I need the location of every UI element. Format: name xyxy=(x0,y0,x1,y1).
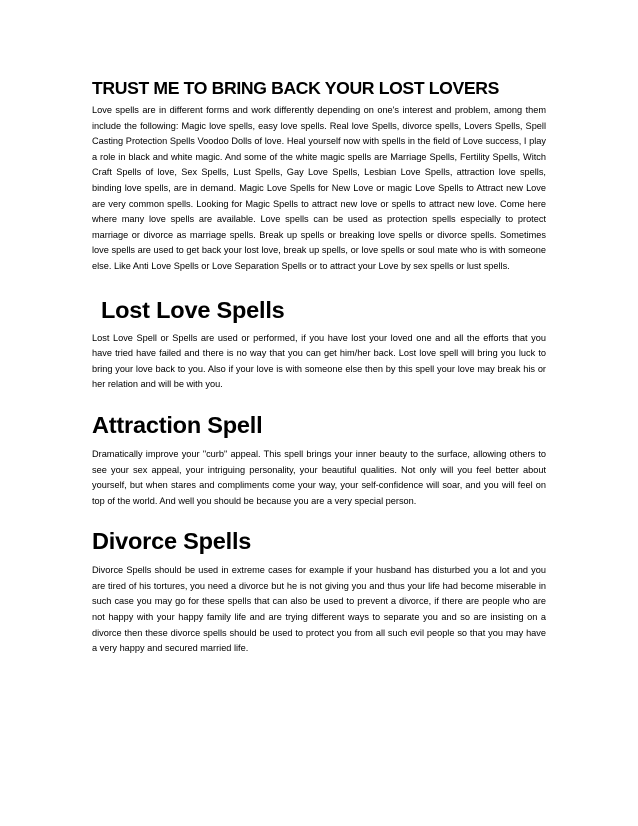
intro-paragraph: Love spells are in different forms and work differently depending on one's interest and problem, among them include the following: Magic love spells, easy love spells. Real love Spells, divorce spells, Lovers Spells, Spell Casting Protection Spells Voodoo Dolls of love. Heal yourself now with spells in the field of Love success, I play a role in black and white magic. And some of the white magic spells are Marriage Spells, Fertility Spells, Witch Craft Spells of love, Sex Spells, Lust Spells, Gay Love Spells, Lesbian Love Spells, attraction love spells, binding love spells, are in demand. Magic Love Spells for New Love or magic Love Spells to Attract new Love are very common spells. Looking for Magic Spells to attract new love or spells to attract new love. Come here where many love spells are available. Love spells can be used as protection spells especially to protect marriage or divorce as marriage spells. Break up spells or breaking love spells or divorce spells. Sometimes love spells are used to get back your lost love, break up spells, or love spells or soul mate who is with someone else. Like Anti Love Spells or Love Separation Spells or to attract your Love by sex spells or lust spells. xyxy=(92,105,546,271)
document-content xyxy=(92,76,546,657)
section-body-attraction-spell: Dramatically improve your "curb" appeal. This spell brings your inner beauty to the surface, allowing others to see your sex appeal, your intriguing personality, your beautiful qualities. Not only will you feel better about yourself, but when stares and compliments come your way, your self-confidence will soar, and you will feel on top of the world. And well you should be because you are a very special person. xyxy=(92,448,546,506)
section-heading-divorce-spells: Divorce Spells xyxy=(92,528,252,555)
section-heading-attraction-spell: Attraction Spell xyxy=(92,411,263,438)
section-heading-lost-love-spells: Lost Love Spells xyxy=(101,296,285,323)
section-body-lost-love-spells: Lost Love Spell or Spells are used or performed, if you have lost your loved one and all the efforts that you have tried have failed and there is no way that you can get him/her back. Lost love spell will bring you luck to bring your love back to you. Also if your love is with someone else then by this spell your love may break his or her relation and will be with you. xyxy=(92,332,546,390)
section-body-divorce-spells: Divorce Spells should be used in extreme cases for example if your husband has disturbed you a lot and you are tired of his tortures, you need a divorce but he is not giving you and thus your life had become miserable in such case you may go for these spells that can also be used to prevent a divorce, if there are people who are not happy with your happy family life and are trying different ways to separate you and so are insisting on a divorce then these divorce spells should be used to protect you from all such evil people so that you may have a very happy and secured married life. xyxy=(92,565,546,654)
document-title: TRUST ME TO BRING BACK YOUR LOST LOVERS xyxy=(92,78,499,98)
